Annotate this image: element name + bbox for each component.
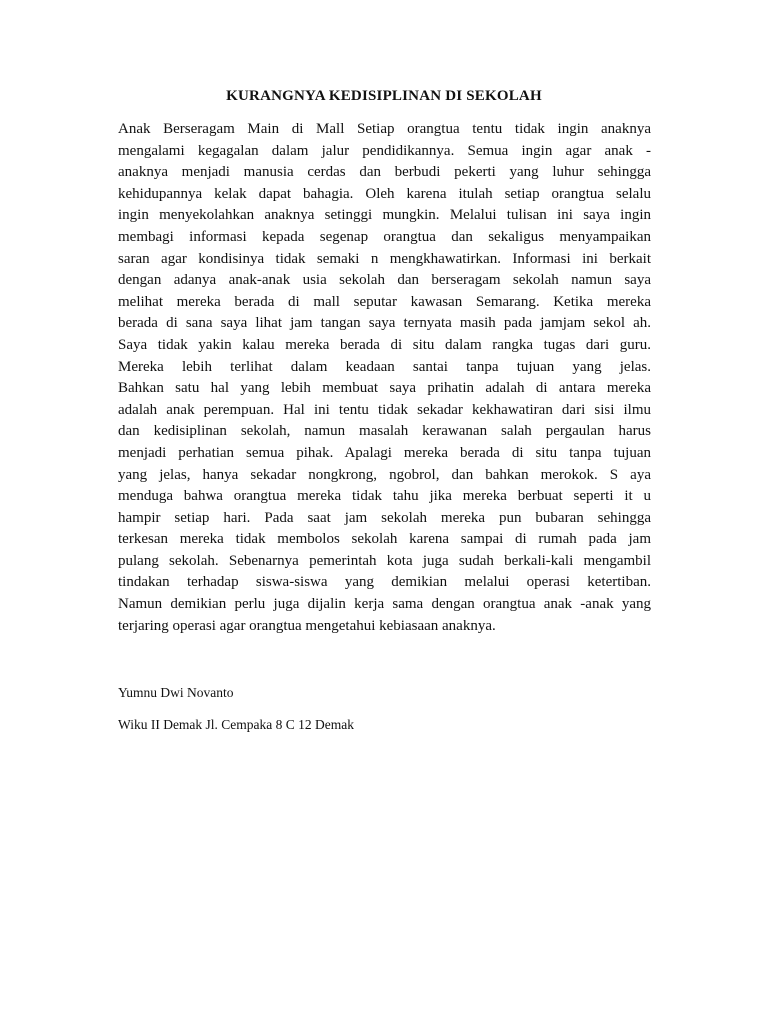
body-line: hampir setiap hari. Pada saat jam sekolah mereka pun bubaran sehingga <box>118 509 651 526</box>
body-line: berada di sana saya lihat jam tangan saya ternyata masih pada jamjam sekol ah. <box>118 315 651 332</box>
body-paragraph <box>118 119 651 637</box>
body-line: Namun demikian perlu juga dijalin kerja sama dengan orangtua anak -anak yang <box>118 596 651 613</box>
body-line: saran agar kondisinya tidak semaki n mengkhawatirkan. Informasi ini berkait <box>118 250 651 267</box>
body-line: Saya tidak yakin kalau mereka berada di situ dalam rangka tugas dari guru. <box>118 336 651 353</box>
body-line: pulang sekolah. Sebenarnya pemerintah kota juga sudah berkali-kali mengambil <box>118 552 651 569</box>
body-line: terkesan mereka tidak membolos sekolah karena sampai di rumah pada jam <box>118 531 651 548</box>
body-line: anaknya menjadi manusia cerdas dan berbudi pekerti yang luhur sehingga <box>118 164 651 181</box>
body-line: menduga bahwa orangtua mereka tidak tahu jika mereka berbuat seperti it u <box>118 488 651 505</box>
document-title: KURANGNYA KEDISIPLINAN DI SEKOLAH <box>226 88 542 104</box>
body-line: kehidupannya kelak dapat bahagia. Oleh karena itulah setiap orangtua selalu <box>118 185 651 202</box>
body-line: dengan adanya anak-anak usia sekolah dan berseragam sekolah namun saya <box>118 272 651 289</box>
body-line: adalah anak perempuan. Hal ini tentu tidak sekadar kekhawatiran dari sisi ilmu <box>118 401 651 418</box>
body-line: tindakan terhadap siswa-siswa yang demikian melalui operasi ketertiban. <box>118 574 651 591</box>
body-line: membagi informasi kepada segenap orangtua dan sekaligus menyampaikan <box>118 228 651 245</box>
body-line: ingin menyekolahkan anaknya setinggi mungkin. Melalui tulisan ini saya ingin <box>118 207 651 224</box>
body-line: yang jelas, hanya sekadar nongkrong, ngobrol, dan bahkan merokok. S aya <box>118 466 651 483</box>
body-line: terjaring operasi agar orangtua mengetahui kebiasaan anaknya. <box>118 617 496 634</box>
body-line: mengalami kegagalan dalam jalur pendidikannya. Semua ingin agar anak - <box>118 142 651 159</box>
body-line: dan kedisiplinan sekolah, namun masalah kerawanan salah pergaulan harus <box>118 423 651 440</box>
body-line: Bahkan satu hal yang lebih membuat saya prihatin adalah di antara mereka <box>118 380 651 397</box>
author-name: Yumnu Dwi Novanto <box>118 685 234 700</box>
author-address: Wiku II Demak Jl. Cempaka 8 C 12 Demak <box>118 717 355 732</box>
body-line: Mereka lebih terlihat dalam keadaan santai tanpa tujuan yang jelas. <box>118 358 651 375</box>
body-line: Anak Berseragam Main di Mall Setiap orangtua tentu tidak ingin anaknya <box>118 121 651 137</box>
body-line: menjadi perhatian semua pihak. Apalagi mereka berada di situ tanpa tujuan <box>118 444 651 461</box>
body-line: melihat mereka berada di mall seputar kawasan Semarang. Ketika mereka <box>118 293 651 310</box>
